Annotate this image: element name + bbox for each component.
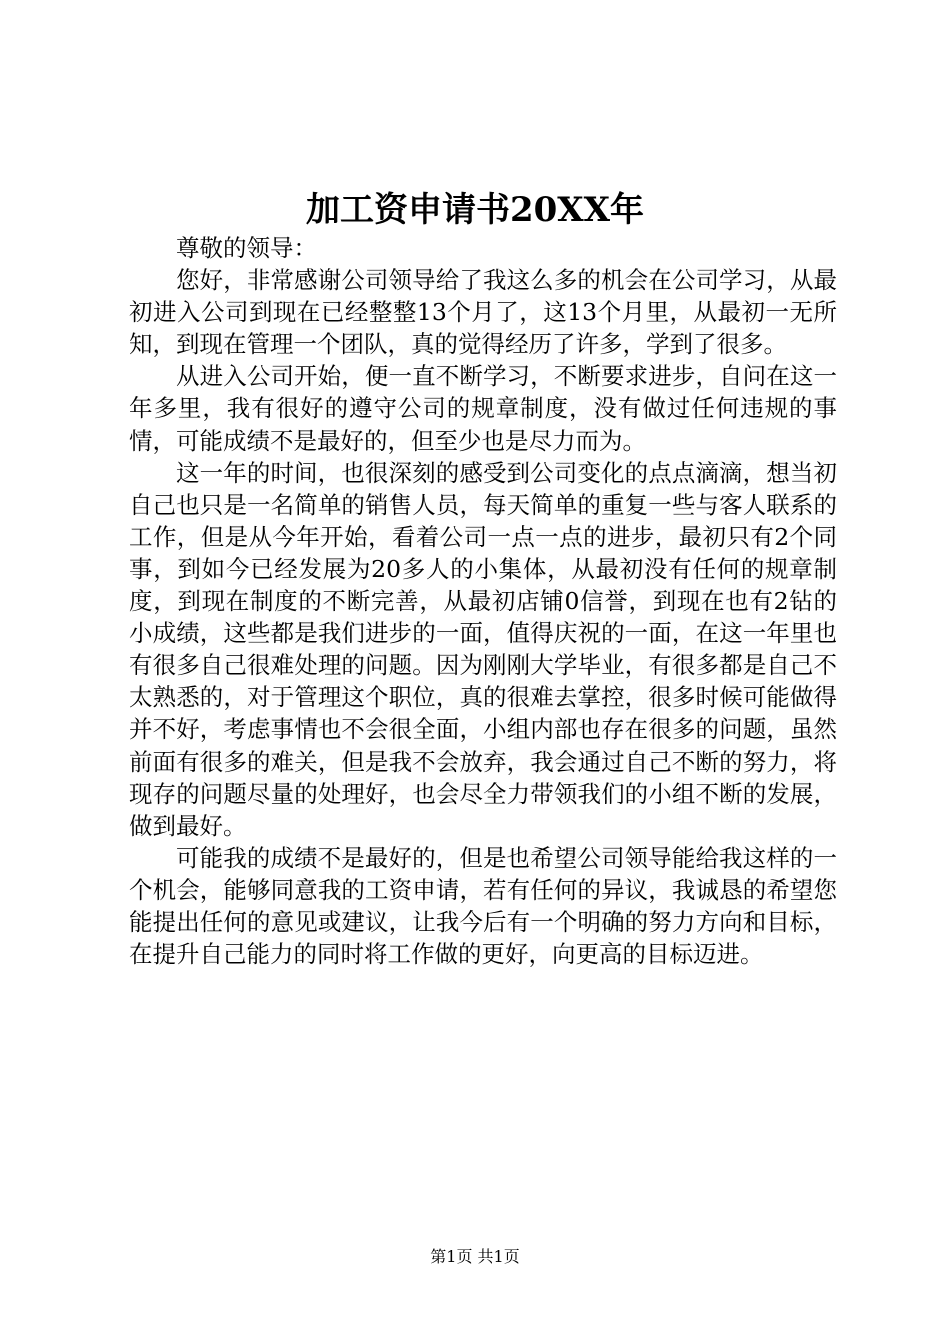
paragraph-4: 可能我的成绩不是最好的，但是也希望公司领导能给我这样的一个机会，能够同意我的工资申请，若有任何的异议，我诚恳的希望您能提出任何的意见或建议，让我今后有一个明确的努力方向和目标，在提升自己能力的同时将工作做的更好，向更高的目标迈进。	[129, 843, 837, 969]
page-footer: 第1页 共1页	[430, 1247, 520, 1266]
document-title: 加工资申请书20XX年	[305, 190, 645, 230]
document-body	[129, 232, 837, 970]
salutation: 尊敬的领导：	[176, 234, 317, 262]
paragraph-1: 您好，非常感谢公司领导给了我这么多的机会在公司学习，从最初进入公司到现在已经整整13个月了，这13个月里，从最初一无所知，到现在管理一个团队，真的觉得经历了许多，学到了很多。	[129, 266, 837, 359]
paragraph-3: 这一年的时间，也很深刻的感受到公司变化的点点滴滴，想当初自己也只是一名简单的销售人员，每天简单的重复一些与客人联系的工作，但是从今年开始，看着公司一点一点的进步，最初只有2个同事，到如今已经发展为20多人的小集体，从最初没有任何的规章制度，到现在制度的不断完善，从最初店铺0信誉，到现在也有2钻的小成绩，这些都是我们进步的一面，值得庆祝的一面，在这一年里也有很多自己很难处理的问题。因为刚刚大学毕业，有很多都是自己不太熟悉的，对于管理这个职位，真的很难去掌控，很多时候可能做得并不好，考虑事情也不会很全面，小组内部也存在很多的问题，虽然前面有很多的难关，但是我不会放弃，我会通过自己不断的努力，将现存的问题尽量的处理好，也会尽全力带领我们的小组不断的发展，做到最好。	[129, 458, 837, 840]
paragraph-2: 从进入公司开始，便一直不断学习，不断要求进步，自问在这一年多里，我有很好的遵守公司的规章制度，没有做过任何违规的事情，可能成绩不是最好的，但至少也是尽力而为。	[129, 362, 837, 455]
